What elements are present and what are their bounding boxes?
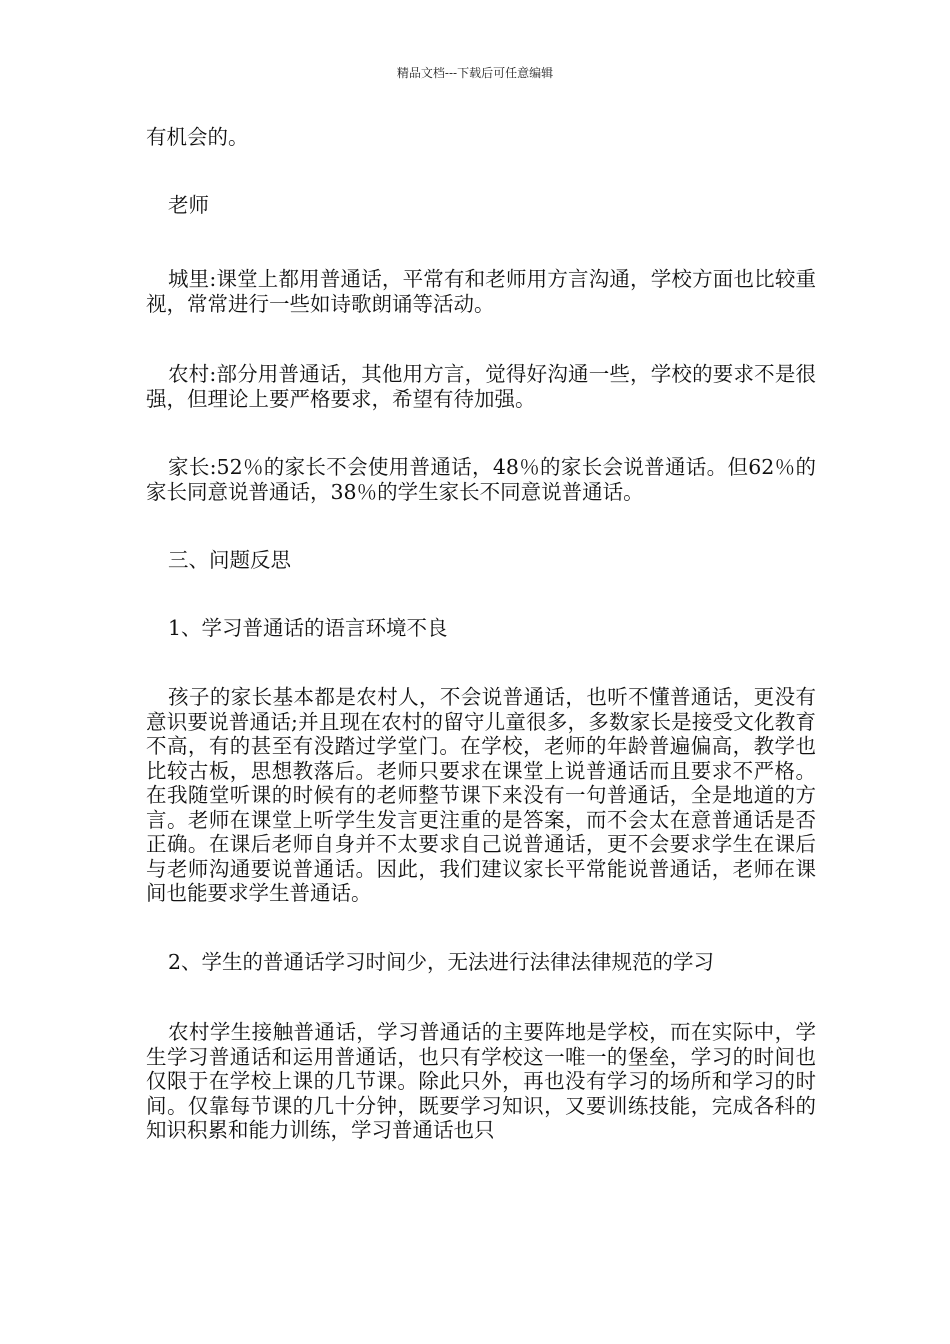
document-body	[146, 125, 816, 1143]
paragraph-city: 城里:课堂上都用普通话，平常有和老师用方言沟通，学校方面也比较重视，常常进行一些如诗歌朗诵等活动。	[146, 267, 816, 316]
paragraph-study-time: 农村学生接触普通话，学习普通话的主要阵地是学校，而在实际中，学生学习普通话和运用普通话，也只有学校这一唯一的堡垒，学习的时间也仅限于在学校上课的几节课。除此只外，再也没有学习的场所和学习的时间。仅靠每节课的几十分钟，既要学习知识，又要训练技能，完成各科的知识积累和能力训练，学习普通话也只	[146, 1020, 816, 1142]
subheading-1: 1、学习普通话的语言环境不良	[168, 615, 448, 640]
page-header: 精品文档---下载后可任意编辑	[396, 66, 554, 80]
paragraph-continuation: 有机会的。	[146, 125, 249, 149]
paragraph-countryside: 农村:部分用普通话，其他用方言，觉得好沟通一些，学校的要求不是很强，但理论上要严格要求，希望有待加强。	[146, 362, 816, 411]
section-heading-reflection: 三、问题反思	[168, 548, 291, 572]
heading-teachers: 老师	[168, 192, 209, 217]
paragraph-language-environment: 孩子的家长基本都是农村人，不会说普通话，也听不懂普通话，更没有意识要说普通话;并且现在农村的留守儿童很多，多数家长是接受文化教育不高，有的甚至有没踏过学堂门。在学校，老师的年龄普遍偏高，教学也比较古板，思想教落后。老师只要求在课堂上说普通话而且要求不严格。在我随堂听课的时候有的老师整节课下来没有一句普通话，全是地道的方言。老师在课堂上听学生发言更注重的是答案，而不会太在意普通话是否正确。在课后老师自身并不太要求自己说普通话，更不会要求学生在课后与老师沟通要说普通话。因此，我们建议家长平常能说普通话，老师在课间也能要求学生普通话。	[146, 685, 816, 905]
paragraph-parents: 家长:52％的家长不会使用普通话，48％的家长会说普通话。但62％的家长同意说普通话，38％的学生家长不同意说普通话。	[146, 455, 816, 504]
subheading-2: 2、学生的普通话学习时间少，无法进行法律法律规范的学习	[168, 949, 715, 974]
